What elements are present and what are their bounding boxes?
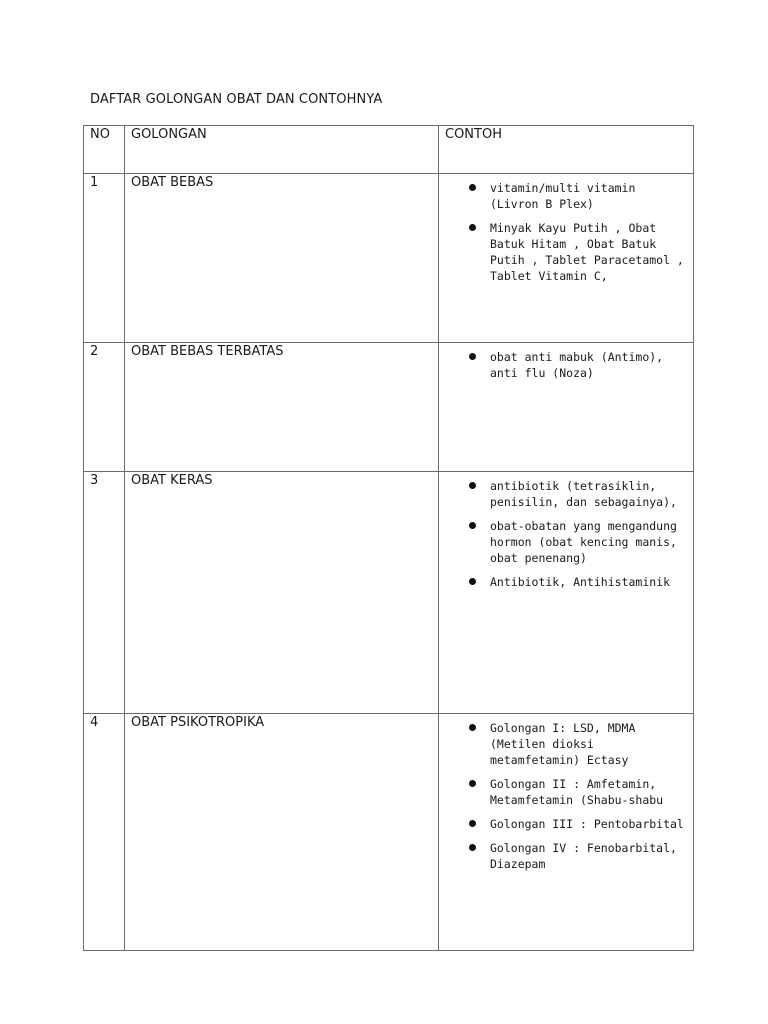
- table-row: [84, 343, 694, 472]
- list-item: [439, 220, 687, 284]
- bullet-icon: [469, 820, 476, 827]
- list-item: [439, 478, 687, 510]
- list-item: [439, 840, 687, 872]
- bullet-icon: [469, 184, 476, 191]
- list-item: [439, 518, 687, 566]
- row-number: 3: [84, 472, 125, 714]
- bullet-icon: [469, 482, 476, 489]
- list-item: [439, 720, 687, 768]
- bullet-icon: [469, 724, 476, 731]
- row-golongan: OBAT PSIKOTROPIKA: [125, 714, 439, 951]
- example-text: obat anti mabuk (Antimo), anti flu (Noza): [490, 350, 664, 380]
- example-text: Golongan IV : Fenobarbital, Diazepam: [490, 841, 677, 871]
- bullet-icon: [469, 353, 476, 360]
- bullet-icon: [469, 844, 476, 851]
- example-text: Golongan III : Pentobarbital: [490, 817, 684, 831]
- row-golongan: OBAT BEBAS TERBATAS: [125, 343, 439, 472]
- header-golongan: GOLONGAN: [125, 126, 439, 174]
- row-contoh: [439, 174, 694, 343]
- example-text: Golongan II : Amfetamin, Metamfetamin (Shabu-shabu: [490, 777, 664, 807]
- example-list: [439, 478, 687, 590]
- row-contoh: [439, 343, 694, 472]
- example-text: vitamin/multi vitamin (Livron B Plex): [490, 181, 636, 211]
- example-text: Antibiotik, Antihistaminik: [490, 575, 671, 589]
- bullet-icon: [469, 224, 476, 231]
- list-item: [439, 816, 687, 832]
- row-golongan: OBAT KERAS: [125, 472, 439, 714]
- bullet-icon: [469, 522, 476, 529]
- row-golongan: OBAT BEBAS: [125, 174, 439, 343]
- example-list: [439, 349, 687, 381]
- example-list: [439, 720, 687, 872]
- header-contoh: CONTOH: [439, 126, 694, 174]
- list-item: [439, 574, 687, 590]
- bullet-icon: [469, 780, 476, 787]
- drug-classification-table: [83, 125, 694, 951]
- document-title: DAFTAR GOLONGAN OBAT DAN CONTOHNYA: [90, 92, 383, 107]
- table-row: [84, 472, 694, 714]
- row-number: 1: [84, 174, 125, 343]
- list-item: [439, 180, 687, 212]
- table-row: [84, 714, 694, 951]
- bullet-icon: [469, 578, 476, 585]
- row-contoh: [439, 714, 694, 951]
- table-row: [84, 174, 694, 343]
- example-list: [439, 180, 687, 284]
- header-no: NO: [84, 126, 125, 174]
- list-item: [439, 349, 687, 381]
- example-text: antibiotik (tetrasiklin, penisilin, dan sebagainya),: [490, 479, 677, 509]
- row-number: 4: [84, 714, 125, 951]
- table-header-row: [84, 126, 694, 174]
- example-text: Golongan I: LSD, MDMA (Metilen dioksi metamfetamin) Ectasy: [490, 721, 636, 767]
- row-number: 2: [84, 343, 125, 472]
- row-contoh: [439, 472, 694, 714]
- example-text: obat-obatan yang mengandung hormon (obat kencing manis, obat penenang): [490, 519, 677, 565]
- list-item: [439, 776, 687, 808]
- example-text: Minyak Kayu Putih , Obat Batuk Hitam , Obat Batuk Putih , Tablet Paracetamol , Tablet Vitamin C,: [490, 221, 684, 283]
